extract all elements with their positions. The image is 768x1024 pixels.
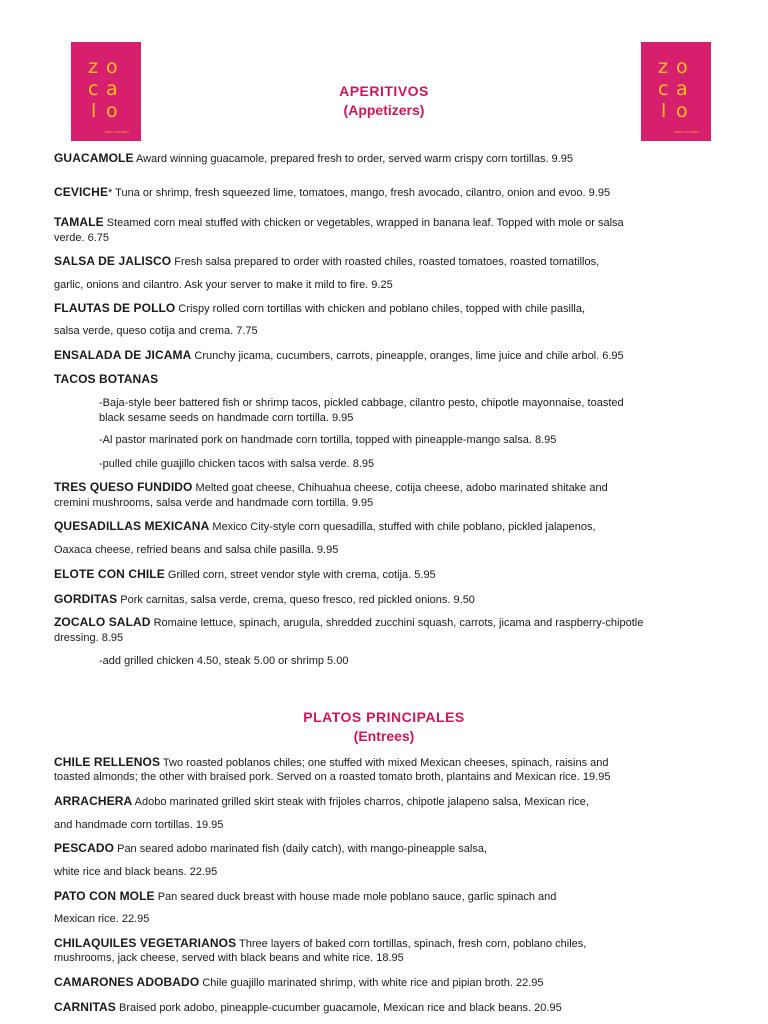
item-description: Mexican rice. 22.95 (54, 913, 150, 925)
item-description: Award winning guacamole, prepared fresh to order, served warm crispy corn tortillas. 9.95 (133, 153, 573, 165)
logo-letter: a (676, 78, 688, 100)
logo-letter: o (676, 56, 688, 78)
menu-item-chile-rellenos (54, 756, 608, 770)
appetizers-subtitle: (Appetizers) (343, 102, 425, 118)
item-name: FLAUTAS DE POLLO (54, 301, 176, 315)
taco-option-al-pastor (99, 434, 556, 447)
menu-item-zocalo-salad (54, 616, 643, 630)
item-name: ELOTE CON CHILE (54, 567, 165, 581)
item-description: Two roasted poblanos chiles; one stuffed with mixed Mexican cheeses, spinach, raisins and (160, 757, 609, 769)
menu-item-arrachera (54, 795, 589, 809)
item-description: verde. 6.75 (54, 232, 110, 244)
item-description: -add grilled chicken 4.50, steak 5.00 or shrimp 5.00 (99, 655, 349, 667)
item-description: toasted almonds; the other with braised pork. Served on a roasted tomato broth, plantains and Mexican rice. 19.95 (54, 771, 611, 783)
item-description: Crispy rolled corn tortillas with chicken and poblano chiles, topped with chile pasilla, (175, 303, 586, 315)
item-description: Pan seared adobo marinated fish (daily catch), with mango-pineapple salsa, (114, 843, 488, 855)
menu-item-tamale (54, 216, 624, 230)
logo-tagline: MEX KITCHEN (675, 130, 699, 134)
item-name: PESCADO (54, 841, 115, 855)
menu-item-salsa-de-jalisco (54, 255, 599, 269)
logo-letter: z (88, 56, 98, 78)
menu-item-rellenos-cont (54, 771, 610, 784)
item-description: Chile guajillo marinated shrimp, with white rice and pipian broth. 22.95 (199, 977, 544, 989)
item-name: GUACAMOLE (54, 151, 134, 165)
item-description: Adobo marinated grilled skirt steak with frijoles charros, chipotle jalapeno salsa, Mexican rice, (132, 796, 589, 808)
item-description: Pork carnitas, salsa verde, crema, queso fresco, red pickled onions. 9.50 (117, 594, 475, 606)
item-name: SALSA DE JALISCO (54, 254, 172, 268)
item-description: -Baja-style beer battered fish or shrimp tacos, pickled cabbage, cilantro pesto, chipotle mayonnaise, toasted (99, 397, 624, 409)
menu-item-pescado-cont (54, 866, 217, 879)
logo-letter: o (106, 56, 118, 78)
menu-item-quesadillas-cont (54, 544, 338, 557)
item-description: Braised pork adobo, pineapple-cucumber guacamole, Mexican rice and black beans. 20.95 (115, 1002, 562, 1014)
logo-letter: c (658, 78, 669, 100)
logo-letter: o (106, 100, 118, 122)
item-description: Three layers of baked corn tortillas, spinach, fresh corn, poblano chiles, (236, 938, 587, 950)
menu-item-pato-cont (54, 913, 149, 926)
logo-letter: l (661, 100, 667, 122)
item-name: ARRACHERA (54, 794, 133, 808)
item-name: ENSALADA DE JICAMA (54, 348, 192, 362)
item-description: -pulled chile guajillo chicken tacos with salsa verde. 8.95 (99, 458, 375, 470)
appetizers-title: APERITIVOS (339, 83, 429, 99)
item-name: GORDITAS (54, 592, 118, 606)
menu-item-elote-con-chile (54, 568, 436, 582)
item-name: CEVICHE (54, 185, 109, 199)
menu-item-ceviche (54, 186, 610, 200)
item-name: CAMARONES ADOBADO (54, 975, 200, 989)
item-description: cremini mushrooms, salsa verde and handmade corn tortilla. 9.95 (54, 497, 374, 509)
entrees-subtitle: (Entrees) (353, 728, 415, 744)
taco-option-baja-cont (99, 412, 353, 425)
taco-option-chicken (99, 458, 374, 471)
logo-letter: l (91, 100, 97, 122)
item-description: garlic, onions and cilantro. Ask your server to make it mild to fire. 9.25 (54, 279, 393, 291)
menu-item-pato-con-mole (54, 890, 556, 904)
item-description: dressing. 8.95 (54, 632, 124, 644)
salad-addon (99, 655, 348, 668)
item-name: TAMALE (54, 215, 104, 229)
menu-item-flautas-de-pollo (54, 302, 585, 316)
item-name: CARNITAS (54, 1000, 116, 1014)
menu-item-arrachera-cont (54, 819, 223, 832)
item-description: Pan seared duck breast with house made mole poblano sauce, garlic spinach and (154, 891, 557, 903)
item-description: Oaxaca cheese, refried beans and salsa chile pasilla. 9.95 (54, 544, 339, 556)
menu-item-quesadillas-mexicana (54, 520, 596, 534)
item-name: QUESADILLAS MEXICANA (54, 519, 210, 533)
menu-item-tacos-botanas (54, 373, 158, 387)
item-description: * Tuna or shrimp, fresh squeezed lime, tomatoes, mango, fresh avocado, cilantro, onion and evoo. 9.95 (108, 187, 611, 199)
item-description: Fresh salsa prepared to order with roasted chiles, roasted tomatoes, roasted tomatillos, (171, 256, 600, 268)
item-description: Melted goat cheese, Chihuahua cheese, cotija cheese, adobo marinated shitake and (192, 482, 608, 494)
item-name: TRES QUESO FUNDIDO (54, 480, 193, 494)
item-description: mushrooms, jack cheese, served with black beans and white rice. 18.95 (54, 952, 404, 964)
item-name: ZOCALO SALAD (54, 615, 151, 629)
menu-item-flautas-cont (54, 325, 258, 338)
item-description: white rice and black beans. 22.95 (54, 866, 218, 878)
item-description: Crunchy jicama, cucumbers, carrots, pineapple, oranges, lime juice and chile arbol. 6.95 (191, 350, 624, 362)
menu-item-chilaquiles-cont (54, 952, 404, 965)
menu-item-salad-cont (54, 632, 123, 645)
item-description: black sesame seeds on handmade corn tortilla. 9.95 (99, 412, 354, 424)
menu-item-tres-queso-fundido (54, 481, 608, 495)
item-description: Romaine lettuce, spinach, arugula, shredded zucchini squash, carrots, jicama and raspberry-chipotle (150, 617, 644, 629)
item-description: Mexico City-style corn quesadilla, stuffed with chile poblano, pickled jalapenos, (209, 521, 596, 533)
menu-item-camarones-adobado (54, 976, 544, 990)
item-name: CHILE RELLENOS (54, 755, 161, 769)
item-description: salsa verde, queso cotija and crema. 7.75 (54, 325, 258, 337)
logo-letter: a (106, 78, 118, 100)
menu-item-carnitas (54, 1001, 562, 1015)
logo-letter: o (676, 100, 688, 122)
logo-letter: c (88, 78, 99, 100)
logo-letter: z (658, 56, 668, 78)
logo-tagline: MEX KITCHEN (105, 130, 129, 134)
item-description: Grilled corn, street vendor style with crema, cotija. 5.95 (164, 569, 436, 581)
item-description: and handmade corn tortillas. 19.95 (54, 819, 224, 831)
menu-item-chilaquiles-vegetarianos (54, 937, 586, 951)
entrees-title: PLATOS PRINCIPALES (303, 709, 465, 725)
menu-item-salsa-cont (54, 279, 393, 292)
menu-item-tamale-cont (54, 232, 109, 245)
item-name: PATO CON MOLE (54, 889, 155, 903)
item-name: CHILAQUILES VEGETARIANOS (54, 936, 237, 950)
menu-item-fundido-cont (54, 497, 373, 510)
menu-item-ensalada-de-jicama (54, 349, 624, 363)
item-description: -Al pastor marinated pork on handmade corn tortilla, topped with pineapple-mango salsa. 8.95 (99, 434, 557, 446)
menu-item-pescado (54, 842, 487, 856)
item-name: TACOS BOTANAS (54, 372, 159, 386)
item-description: Steamed corn meal stuffed with chicken or vegetables, wrapped in banana leaf. Topped with mole or salsa (103, 217, 624, 229)
menu-item-gorditas (54, 593, 475, 607)
taco-option-baja (99, 397, 624, 410)
menu-item-guacamole (54, 152, 573, 166)
